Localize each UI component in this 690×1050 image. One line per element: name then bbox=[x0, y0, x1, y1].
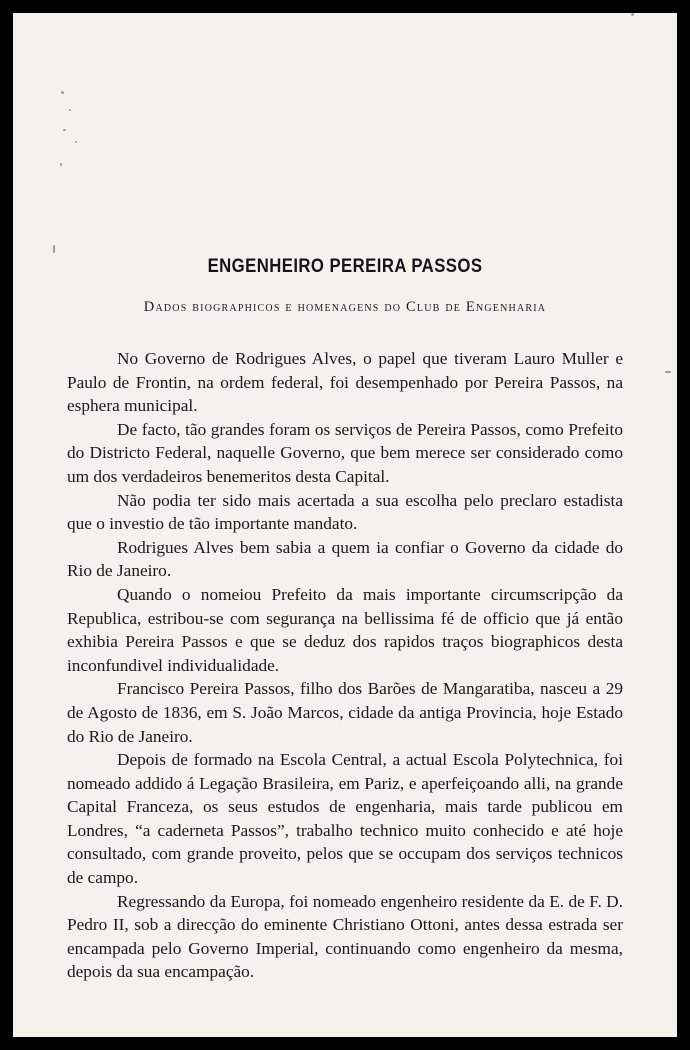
scan-speck bbox=[631, 13, 634, 16]
paragraph: No Governo de Rodrigues Alves, o papel que tiveram Lauro Muller e Paulo de Frontin, na ordem federal, foi desempenhado por Pereira Passos, na esphera municipal. bbox=[67, 349, 623, 416]
paragraph: Regressando da Europa, foi nomeado engenheiro residente da E. de F. D. Pedro II, sob a direcção do eminente Christiano Ottoni, antes dessa estrada ser encampada pelo Governo Imperial, continuando como engenheiro da mesma, depois da sua encampação. bbox=[67, 891, 623, 982]
paragraph: Não podia ter sido mais acertada a sua escolha pelo preclaro estadista que o investio de tão importante mandato. bbox=[67, 490, 623, 534]
paragraph: Rodrigues Alves bem sabia a quem ia confiar o Governo da cidade do Rio de Janeiro. bbox=[67, 537, 623, 581]
scan-speck bbox=[60, 163, 62, 166]
scan-speck bbox=[63, 129, 66, 131]
body-text bbox=[67, 347, 623, 984]
scan-speck bbox=[665, 371, 671, 373]
paragraph: Quando o nomeiou Prefeito da mais importante circumscripção da Republica, estribou-se com segurança na bellissima fé de officio que já então exhibia Pereira Passos e que se deduz dos rapidos traços biographicos desta inconfundivel individualidade. bbox=[67, 584, 623, 675]
paragraph: Francisco Pereira Passos, filho dos Barões de Mangaratiba, nasceu a 29 de Agosto de 1836, em S. João Marcos, cidade da antiga Provincia, hoje Estado do Rio de Janeiro. bbox=[67, 679, 623, 746]
scanned-page bbox=[13, 13, 677, 1037]
page-title: ENGENHEIRO PEREIRA PASSOS bbox=[207, 256, 483, 277]
scan-speck bbox=[61, 91, 64, 94]
scan-speck bbox=[69, 109, 71, 111]
page-subtitle: Dados biographicos e homenagens do Club de Engenharia bbox=[143, 299, 547, 315]
paragraph: Depois de formado na Escola Central, a actual Escola Polytechnica, foi nomeado addido á Legação Brasileira, em Pariz, e aperfeiçoando alli, na grande Capital Franceza, os seus estudos de engenharia, mais tarde publicou em Londres, “a caderneta Passos”, trabalho technico muito conhecido e até hoje consultado, com grande proveito, pelos que se occupam dos serviços technicos de campo. bbox=[67, 750, 623, 888]
scan-speck bbox=[53, 245, 55, 253]
scan-speck bbox=[75, 141, 77, 143]
paragraph: De facto, tão grandes foram os serviços de Pereira Passos, como Prefeito do Districto Federal, naquelle Governo, que bem merece ser considerado como um dos verdadeiros benemeritos desta Capital. bbox=[67, 419, 623, 486]
